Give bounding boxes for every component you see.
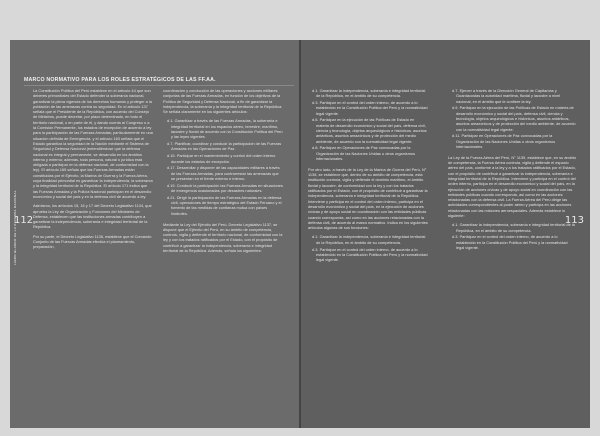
- right-column-1: [308, 88, 428, 264]
- left-page: [10, 40, 300, 428]
- right-page: [300, 40, 590, 428]
- list-item: d.7. Planificar, coordinar y conducir la participación de las Fuerzas Armadas en las Operaciones de Paz.: [167, 141, 282, 152]
- list-item: d.1. Garantizar la independencia, soberanía e integridad territorial de la República, en el ámbito de su competencia.: [312, 234, 426, 245]
- paragraph: Asimismo, los artículos 15, 16 y 17 del Decreto Legislativo 1134, que aprueba la Ley de Organización y Funciones del Ministerio de Defensa, establecen que las instituciones armadas contribuyen a garantizar la independencia, soberanía e integridad territorial de la República.: [33, 203, 152, 230]
- paragraph: Por su parte, el Decreto Legislativo 1136, establece que el Comando Conjunto de las Fuerzas Armadas efectúa el planeamiento, preparación,: [33, 233, 152, 250]
- section-heading: MARCO NORMATIVO PARA LOS ROLES ESTRATÉGICOS DE LAS FF.AA.: [24, 77, 294, 86]
- list-item: d.9. Participar en la ejecución de las Políticas de Estado en materia de desarrollo económico y social del país, defensa civil, ciencia y tecnología, objetos arqueológicos e históricos, asuntos antárticos, asuntos amazónicos y de protección del medio ambiente, de acuerdo con la normatividad legal vigente.: [452, 105, 576, 132]
- paragraph: La Ley de la Fuerza Aérea del Perú, N° 1139, establece que, en su ámbito de competencia, la Fuerza Aérea controla, vigila y defiende el espacio aéreo del país, conforme a la ley y a los tratados ratificados por el Estado, con el propósito de contribuir a garantizar la independencia, soberanía e integridad territorial de la República. Interviene y participa en el control del orden interno, participa en el desarrollo económico y social del país, en la ejecución de acciones cívicas y de apoyo social en coordinación con las entidades públicas cuando corresponda, así como en las acciones relacionadas con la defensa civil. La Fuerza Aérea del Perú dirige las actividades correspondientes al poder aéreo y participa en las acciones relacionadas con las misiones aeroespaciales. Además establece lo siguiente:: [448, 154, 577, 219]
- paragraph: La Constitución Política del Perú establece en el artículo 44 que son deberes primordiales del Estado defender la soberanía nacional, garantizar la plena vigencia de los derechos humanos y proteger a la población de las amenazas contra su seguridad. En el artículo 137 señala que el Presidente de la República, con acuerdo del Consejo de Ministros, puede decretar, por plazo determinado, en todo el territorio nacional, o en parte de él, y dando cuenta al Congreso o a la Comisión Permanente, los estados de excepción de acuerdo a ley para la participación de las Fuerzas Armadas; particularmente en una situación definida de Emergencia, y el artículo 163 señala que el Estado garantiza la seguridad de la Nación mediante el Sistema de Seguridad y Defensa Nacional (entendiéndose que la defensa nacional es integral y permanente, se desarrolla en los ámbitos interno y externo; además, toda persona, natural o jurídica está obligada a participar en la defensa nacional, de conformidad con la ley). El artículo 165 señala que las Fuerzas Armadas están constituidas por el Ejército, la Marina de Guerra y la Fuerza Aérea, cuya finalidad primordial es garantizar la independencia, la soberanía y la integridad territorial de la República. El artículo 171 indica que las Fuerzas Armadas y la Policía Nacional participan en el desarrollo económico y social del país y en la defensa civil de acuerdo a ley.: [33, 88, 153, 199]
- list-item: d.3. Participar en el control del orden interno, de acuerdo a lo establecido en la Constitución Política del Perú y la normatividad legal vigente.: [312, 100, 428, 116]
- list-item: d.1. Garantizar la independencia, soberanía e integridad territorial de la República, en el ámbito de su competencia.: [452, 222, 575, 233]
- list-item: d.3. Participar en el control del orden interno, de acuerdo a lo establecido en la Constitución Política del Perú y la normatividad legal vigente.: [452, 234, 568, 251]
- list-item: d.1. Garantizar la independencia, soberanía e integridad territorial de la República, en el ámbito de su competencia.: [312, 88, 426, 99]
- list-item: d.3. Participar en el control del orden interno, de acuerdo a lo establecido en la Constitución Política del Perú y la normatividad legal vigente.: [312, 246, 428, 263]
- book-spine: [299, 40, 301, 428]
- list-item: d.8. Participar en Operaciones de Paz convocadas por la Organización de las Naciones Unidas u otros organismos internacionales.: [312, 145, 416, 162]
- list-item: d.1. Garantizar a través de las Fuerzas Armadas, la soberanía e integridad territorial en los espacios aéreo, terrestre, marítimo, lacustre y fluvial de acuerdo con la Constitución Política del Perú y las leyes vigentes.: [167, 118, 283, 140]
- paragraph: Mediante la Ley del Ejército del Perú, Decreto Legislativo 1137, se dispone que el Ejército del Perú, en su ámbito de competencia, controla, vigila y defiende el territorio nacional, de conformidad con la ley y con los tratados ratificados por el Estado, con el propósito de contribuir a garantizar la independencia, soberanía e integridad territorial de la República. Además, señala los siguientes:: [163, 221, 283, 254]
- left-column-1: [33, 88, 153, 254]
- list-item: d.17. Desarrollar y disponer de las capacidades militares a través de las Fuerzas Armadas, para contrarrestar las amenazas que se presentan en el frente externo e interno.: [167, 165, 280, 181]
- paragraph: coordinación y conducción de las operaciones y acciones militares conjuntas de las Fuerzas Armadas, en función de los objetivos de la Política de Seguridad y Defensa Nacional, a fin de garantizar la independencia, la soberanía y la integridad territorial de la República. Se señala claramente en los siguientes artículos:: [163, 88, 283, 115]
- list-item: d.15. Participar en el mantenimiento y control del orden interno durante los estados de excepción.: [167, 153, 276, 164]
- list-item: d.11. Participar en Operaciones de Paz convocadas por la Organización de las Naciones Unidas u otros organismos internacionales.: [452, 133, 556, 149]
- list-item: d.7. Ejercer a través de la Dirección General de Capitanías y Guardacostas la autoridad marítima, fluvial y lacustre a nivel nacional, en el ámbito que le confiere la ley.: [452, 88, 561, 104]
- list-item: d.21. Dirigir la participación de las Fuerzas Armadas en la defensa civil, operaciones de tiempo estratégico del Estado Peruano y el fomento de las medidas de confianza mutua con países limítrofes.: [167, 194, 282, 216]
- book-spread: [10, 40, 590, 428]
- left-column-2: [163, 88, 283, 257]
- right-column-2: [448, 88, 576, 252]
- side-title: LIBRO BLANCO DE LA DEFENSA NACIONAL: [13, 190, 17, 265]
- list-item: d.19. Conducir la participación las Fuerzas Armadas en situaciones de emergencia ocasionadas por desastres naturales.: [167, 182, 283, 194]
- list-item: d.6. Participar en la ejecución de las Políticas de Estado en materia de desarrollo económico y social del país, defensa civil, ciencia y tecnología, objetos arqueológicos e históricos, asuntos antárticos, asuntos amazónicos y de protección del medio ambiente, de acuerdo con la normatividad legal vigente.: [312, 117, 427, 144]
- page-number-right: 113: [564, 215, 584, 226]
- page-number-left: 112: [14, 215, 34, 226]
- paragraph: Por otro lado, a través de la Ley de la Marina de Guerra del Perú, N° 1138, se establece que, dentro de su ámbito de competencia, esta institución controla, vigila y defiende el dominio marítimo, el ámbito fluvial y lacustre, de conformidad con la ley y con los tratados ratificados por el Estado, con el propósito de contribuir a garantizar la independencia, soberanía e integridad territorial de la República. Interviene y participa en el control del orden interno, participa en el desarrollo económico y social del país, en la ejecución de acciones cívicas y de apoyo social en coordinación con las entidades públicas cuando corresponda, así como en las acciones relacionadas con la defensa civil, de acuerdo al marco normativo. Indica en los siguientes artículos algunas de sus funciones:: [308, 166, 428, 231]
